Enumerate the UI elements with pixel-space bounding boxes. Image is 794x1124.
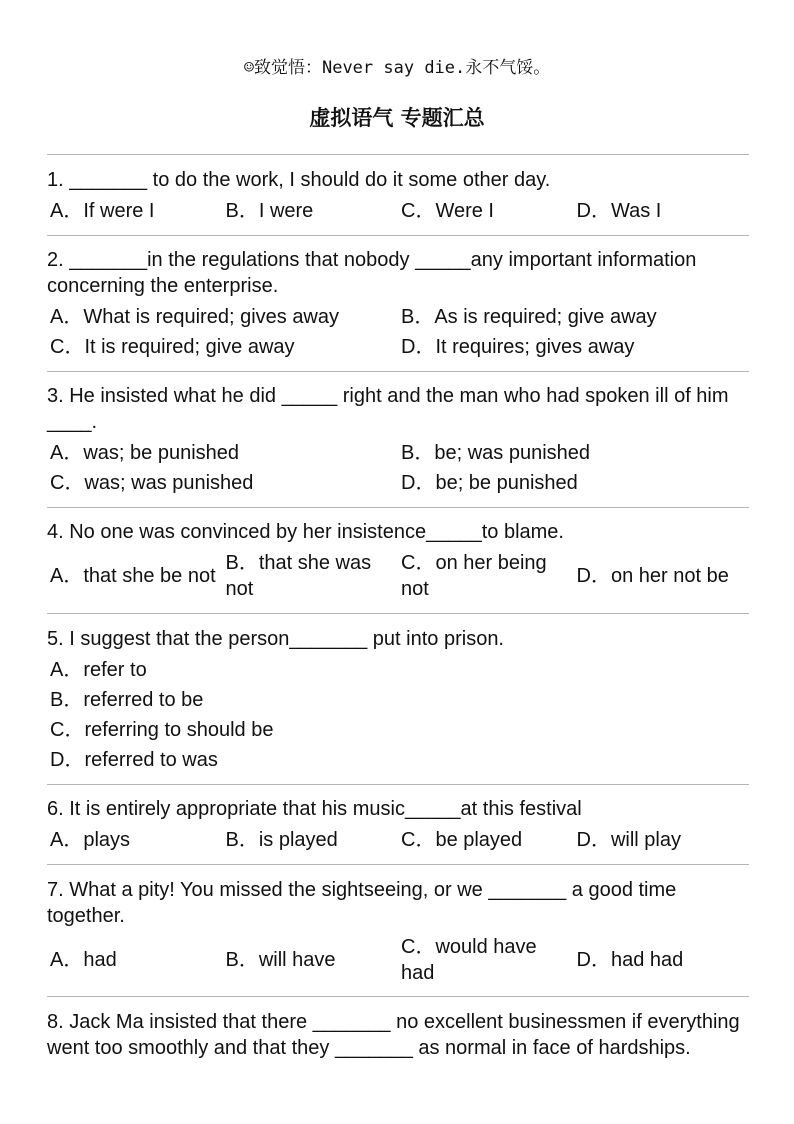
option-d[interactable]: D．will play bbox=[576, 829, 681, 851]
option-c[interactable]: C．on her being not bbox=[401, 552, 547, 600]
question-6 bbox=[47, 796, 749, 855]
question-stem: 4. No one was convinced by her insistence_____to blame. bbox=[47, 521, 564, 543]
question-5 bbox=[47, 626, 749, 775]
divider bbox=[47, 864, 749, 865]
option-b[interactable]: B．is played bbox=[225, 829, 338, 851]
question-stem: 5. I suggest that the person_______ put into prison. bbox=[47, 628, 504, 650]
question-stem: 8. Jack Ma insisted that there _______ no excellent businessmen if everything went too smoothly and that they _______ as normal in face of hardships. bbox=[47, 1011, 740, 1059]
option-c[interactable]: C．referring to should be bbox=[50, 719, 274, 741]
option-b[interactable]: B．As is required; give away bbox=[401, 306, 657, 328]
option-a[interactable]: A．What is required; gives away bbox=[50, 306, 340, 328]
divider bbox=[47, 784, 749, 785]
option-a[interactable]: A．refer to bbox=[50, 659, 147, 681]
option-d[interactable]: D．had had bbox=[576, 949, 684, 971]
question-7 bbox=[47, 877, 749, 988]
option-d[interactable]: D．on her not be bbox=[576, 565, 729, 587]
divider bbox=[47, 613, 749, 614]
option-c[interactable]: C．would have had bbox=[401, 936, 537, 984]
option-b[interactable]: B．referred to be bbox=[50, 689, 204, 711]
page-title: 虚拟语气 专题汇总 bbox=[309, 106, 485, 130]
question-stem: 1. _______ to do the work, I should do it some other day. bbox=[47, 169, 551, 191]
question-4 bbox=[47, 519, 749, 604]
question-3 bbox=[47, 383, 749, 498]
option-c[interactable]: C．Were I bbox=[401, 200, 494, 222]
motto-line: ☺致觉悟：Never say die.永不气馁。 bbox=[243, 58, 551, 78]
option-d[interactable]: D．Was I bbox=[576, 200, 662, 222]
option-a[interactable]: A．If were I bbox=[50, 200, 155, 222]
option-a[interactable]: A．was; be punished bbox=[50, 442, 240, 464]
option-a[interactable]: A．had bbox=[50, 949, 117, 971]
divider bbox=[47, 235, 749, 236]
question-1 bbox=[47, 167, 749, 226]
option-b[interactable]: B．be; was punished bbox=[401, 442, 591, 464]
divider bbox=[47, 154, 749, 155]
option-b[interactable]: B．I were bbox=[225, 200, 314, 222]
divider bbox=[47, 996, 749, 997]
option-a[interactable]: A．plays bbox=[50, 829, 131, 851]
question-stem: 2. _______in the regulations that nobody _____any important information concerning the enterprise. bbox=[47, 249, 697, 297]
option-b[interactable]: B．will have bbox=[225, 949, 336, 971]
option-d[interactable]: D．It requires; gives away bbox=[401, 336, 635, 358]
divider bbox=[47, 371, 749, 372]
option-c[interactable]: C．be played bbox=[401, 829, 523, 851]
option-b[interactable]: B．that she was not bbox=[225, 552, 372, 600]
option-d[interactable]: D．referred to was bbox=[50, 749, 218, 771]
option-a[interactable]: A．that she be not bbox=[50, 565, 216, 587]
option-c[interactable]: C．It is required; give away bbox=[50, 336, 295, 358]
option-d[interactable]: D．be; be punished bbox=[401, 472, 578, 494]
question-8 bbox=[47, 1009, 749, 1061]
question-stem: 7. What a pity! You missed the sightseeing, or we _______ a good time together. bbox=[47, 879, 677, 927]
question-stem: 3. He insisted what he did _____ right and the man who had spoken ill of him ____. bbox=[47, 385, 729, 433]
question-stem: 6. It is entirely appropriate that his music_____at this festival bbox=[47, 798, 582, 820]
question-2 bbox=[47, 247, 749, 362]
divider bbox=[47, 507, 749, 508]
option-c[interactable]: C．was; was punished bbox=[50, 472, 254, 494]
